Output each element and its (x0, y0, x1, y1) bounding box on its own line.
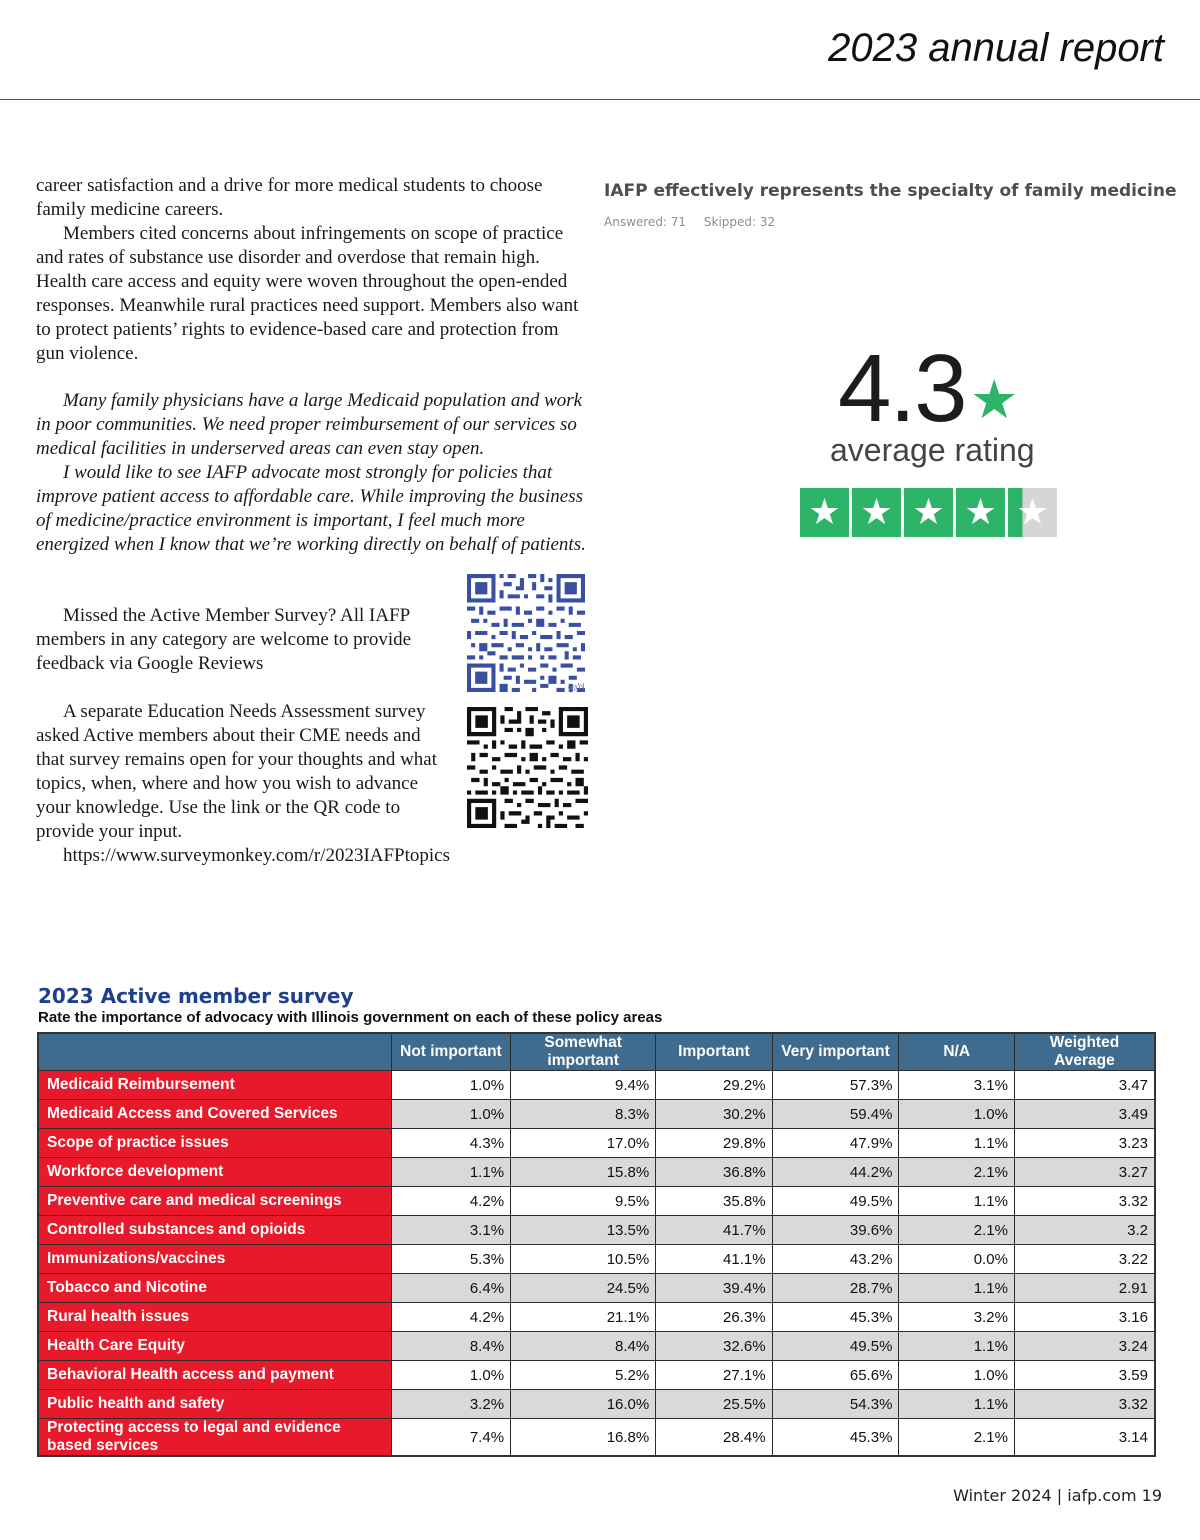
star-icon: ★ (956, 488, 1005, 537)
table-row (38, 1158, 1155, 1187)
bitly-watermark: bitly (566, 680, 587, 695)
qr-icon (467, 707, 588, 828)
table-cell: 1.0% (899, 1361, 1015, 1390)
table-cell: 1.0% (899, 1100, 1015, 1129)
table-header-blank (38, 1033, 391, 1071)
table-cell: 3.32 (1014, 1390, 1155, 1419)
table-cell: 27.1% (656, 1361, 772, 1390)
table-cell: 1.0% (391, 1361, 510, 1390)
table-column-header: Somewhat important (511, 1033, 656, 1071)
survey-link-block (36, 844, 536, 868)
table-cell: 2.1% (899, 1158, 1015, 1187)
table-cell: 9.5% (511, 1187, 656, 1216)
policy-area-label: Medicaid Access and Covered Services (38, 1100, 391, 1129)
skipped-count: Skipped: 32 (703, 215, 776, 229)
table-cell: 3.49 (1014, 1100, 1155, 1129)
average-rating-label: average rating (830, 432, 1035, 468)
table-cell: 3.2% (899, 1303, 1015, 1332)
table-cell: 1.1% (899, 1390, 1015, 1419)
member-quotes (36, 389, 588, 557)
table-row (38, 1274, 1155, 1303)
table-cell: 3.2% (391, 1390, 510, 1419)
table-cell: 36.8% (656, 1158, 772, 1187)
survey-qr-code[interactable] (467, 707, 588, 828)
survey-results-table (37, 1032, 1156, 1457)
answered-count: Answered: 71 (604, 215, 687, 229)
policy-area-label: Behavioral Health access and payment (38, 1361, 391, 1390)
table-cell: 24.5% (511, 1274, 656, 1303)
table-column-header: Very important (772, 1033, 899, 1071)
table-cell: 54.3% (772, 1390, 899, 1419)
table-cell: 39.6% (772, 1216, 899, 1245)
average-rating-score: 4.3 (838, 335, 966, 442)
policy-area-label: Protecting access to legal and evidence based services (38, 1419, 391, 1457)
table-cell: 32.6% (656, 1332, 772, 1361)
table-cell: 4.3% (391, 1129, 510, 1158)
table-cell: 44.2% (772, 1158, 899, 1187)
table-cell: 28.4% (656, 1419, 772, 1457)
table-cell: 45.3% (772, 1303, 899, 1332)
table-cell: 49.5% (772, 1187, 899, 1216)
table-cell: 8.4% (391, 1332, 510, 1361)
header-divider (0, 99, 1200, 100)
table-cell: 4.2% (391, 1303, 510, 1332)
page-footer: Winter 2024 | iafp.com 19 (953, 1486, 1162, 1505)
table-cell: 35.8% (656, 1187, 772, 1216)
article-paragraph: A separate Education Needs Assessment survey asked Active members about their CME needs and that survey remains open for your thoughts and what topics, when, where and how you wish to advance your knowledge. Use the link or the QR code to provide your input. (36, 701, 438, 842)
table-cell: 0.0% (899, 1245, 1015, 1274)
table-cell: 57.3% (772, 1071, 899, 1100)
rating-question: IAFP effectively represents the specialty of family medicine (604, 181, 1177, 201)
table-cell: 1.1% (391, 1158, 510, 1187)
article-paragraph: Members cited concerns about infringements on scope of practice and rates of substance use disorder and overdose that remain high. Health care access and equity were woven throughout the open-ended responses. Meanwhile rural practices need support. Members also want to protect patients’ rights to evidence-based care and protection from gun violence. (36, 223, 579, 364)
table-cell: 49.5% (772, 1332, 899, 1361)
table-row (38, 1390, 1155, 1419)
star-icon: ★ (852, 488, 901, 537)
table-cell: 21.1% (511, 1303, 656, 1332)
table-row (38, 1361, 1155, 1390)
member-quote: Many family physicians have a large Medicaid population and work in poor communities. We need proper reimbursement of our services so medical facilities in underserved areas can even stay open. (36, 390, 583, 459)
table-cell: 26.3% (656, 1303, 772, 1332)
table-cell: 3.1% (391, 1216, 510, 1245)
policy-area-label: Health Care Equity (38, 1332, 391, 1361)
table-cell: 1.0% (391, 1071, 510, 1100)
policy-area-label: Public health and safety (38, 1390, 391, 1419)
education-needs-note (36, 700, 446, 844)
table-cell: 28.7% (772, 1274, 899, 1303)
table-cell: 1.0% (391, 1100, 510, 1129)
table-cell: 3.24 (1014, 1332, 1155, 1361)
table-cell: 25.5% (656, 1390, 772, 1419)
table-cell: 47.9% (772, 1129, 899, 1158)
table-row (38, 1129, 1155, 1158)
table-cell: 6.4% (391, 1274, 510, 1303)
table-column-header: N/A (899, 1033, 1015, 1071)
table-cell: 41.7% (656, 1216, 772, 1245)
page-header-title: 2023 annual report (828, 26, 1164, 70)
table-row (38, 1419, 1155, 1457)
table-cell: 1.1% (899, 1332, 1015, 1361)
star-icon: ★ (904, 488, 953, 537)
table-column-header: Not important (391, 1033, 510, 1071)
table-row (38, 1187, 1155, 1216)
table-cell: 2.91 (1014, 1274, 1155, 1303)
table-column-header: Important (656, 1033, 772, 1071)
table-cell: 3.23 (1014, 1129, 1155, 1158)
article-intro (36, 174, 588, 366)
table-row (38, 1303, 1155, 1332)
article-paragraph: Missed the Active Member Survey? All IAFP members in any category are welcome to provide feedback via Google Reviews (36, 605, 412, 674)
table-cell: 2.1% (899, 1419, 1015, 1457)
table-header-row (38, 1033, 1155, 1071)
star-icon: ★ (800, 488, 849, 537)
table-cell: 7.4% (391, 1419, 510, 1457)
table-cell: 9.4% (511, 1071, 656, 1100)
table-cell: 5.3% (391, 1245, 510, 1274)
table-cell: 3.59 (1014, 1361, 1155, 1390)
table-row (38, 1100, 1155, 1129)
table-cell: 15.8% (511, 1158, 656, 1187)
google-reviews-note (36, 604, 448, 676)
table-cell: 30.2% (656, 1100, 772, 1129)
table-cell: 3.16 (1014, 1303, 1155, 1332)
member-quote: I would like to see IAFP advocate most strongly for policies that improve patient access to affordable care. While improving the business of medicine/practice environment is important, I feel much more energized when I know that we’re working directly on behalf of patients. (36, 462, 586, 555)
table-cell: 8.4% (511, 1332, 656, 1361)
table-cell: 39.4% (656, 1274, 772, 1303)
table-cell: 16.0% (511, 1390, 656, 1419)
table-cell: 1.1% (899, 1187, 1015, 1216)
table-cell: 41.1% (656, 1245, 772, 1274)
table-row (38, 1071, 1155, 1100)
table-cell: 4.2% (391, 1187, 510, 1216)
policy-area-label: Controlled substances and opioids (38, 1216, 391, 1245)
table-cell: 29.8% (656, 1129, 772, 1158)
table-row (38, 1245, 1155, 1274)
rating-response-counts (604, 215, 789, 229)
table-cell: 10.5% (511, 1245, 656, 1274)
table-cell: 17.0% (511, 1129, 656, 1158)
table-column-header: Weighted Average (1014, 1033, 1155, 1071)
table-cell: 13.5% (511, 1216, 656, 1245)
survey-link[interactable]: https://www.surveymonkey.com/r/2023IAFPtopics (63, 845, 451, 866)
policy-area-label: Rural health issues (38, 1303, 391, 1332)
policy-area-label: Immunizations/vaccines (38, 1245, 391, 1274)
table-row (38, 1332, 1155, 1361)
table-cell: 3.1% (899, 1071, 1015, 1100)
policy-area-label: Medicaid Reimbursement (38, 1071, 391, 1100)
table-cell: 59.4% (772, 1100, 899, 1129)
table-cell: 16.8% (511, 1419, 656, 1457)
table-cell: 2.1% (899, 1216, 1015, 1245)
policy-area-label: Tobacco and Nicotine (38, 1274, 391, 1303)
table-cell: 3.2 (1014, 1216, 1155, 1245)
table-cell: 3.32 (1014, 1187, 1155, 1216)
table-cell: 8.3% (511, 1100, 656, 1129)
google-reviews-qr-code[interactable] (467, 574, 587, 695)
star-icon: ★ (1008, 488, 1057, 537)
survey-table-subtitle: Rate the importance of advocacy with Illinois government on each of these policy areas (38, 1009, 663, 1026)
star-rating-bar (800, 488, 1059, 537)
table-cell: 43.2% (772, 1245, 899, 1274)
table-cell: 1.1% (899, 1129, 1015, 1158)
table-cell: 45.3% (772, 1419, 899, 1457)
table-cell: 5.2% (511, 1361, 656, 1390)
survey-table-title: 2023 Active member survey (38, 984, 354, 1008)
table-cell: 65.6% (772, 1361, 899, 1390)
table-cell: 3.22 (1014, 1245, 1155, 1274)
policy-area-label: Preventive care and medical screenings (38, 1187, 391, 1216)
article-paragraph: career satisfaction and a drive for more medical students to choose family medicine careers. (36, 175, 543, 220)
table-cell: 29.2% (656, 1071, 772, 1100)
table-cell: 3.27 (1014, 1158, 1155, 1187)
table-cell: 1.1% (899, 1274, 1015, 1303)
table-cell: 3.14 (1014, 1419, 1155, 1457)
table-row (38, 1216, 1155, 1245)
star-icon: ★ (970, 368, 1019, 431)
policy-area-label: Workforce development (38, 1158, 391, 1187)
qr-icon (467, 574, 587, 695)
table-cell: 3.47 (1014, 1071, 1155, 1100)
policy-area-label: Scope of practice issues (38, 1129, 391, 1158)
